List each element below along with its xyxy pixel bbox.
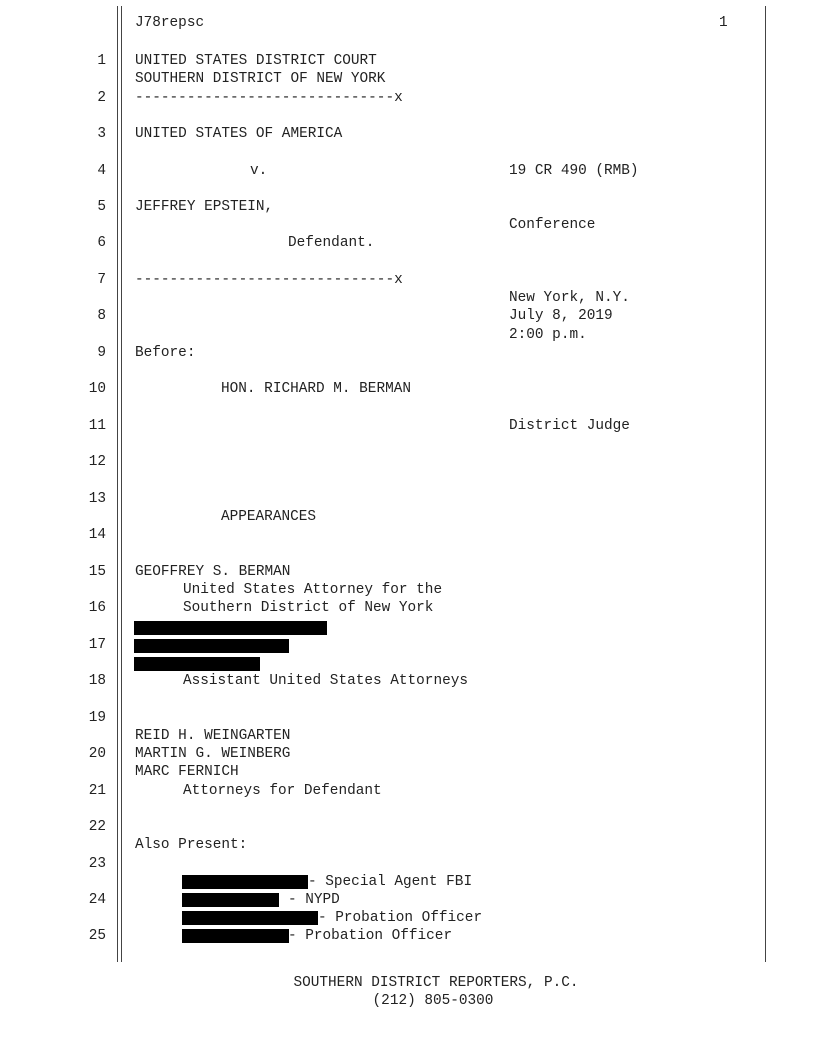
defense-attorney-2: MARTIN G. WEINBERG bbox=[135, 746, 291, 762]
also-present-role: - Probation Officer bbox=[318, 910, 483, 926]
prosecution-role: Assistant United States Attorneys bbox=[183, 673, 468, 689]
line-number: 21 bbox=[88, 783, 106, 799]
court-district: SOUTHERN DISTRICT OF NEW YORK bbox=[135, 71, 386, 87]
prosecution-name: GEOFFREY S. BERMAN bbox=[135, 564, 291, 580]
line-number: 16 bbox=[88, 600, 106, 616]
proceeding-date: July 8, 2019 bbox=[509, 308, 613, 324]
line-number: 3 bbox=[97, 126, 106, 142]
line-number: 10 bbox=[88, 381, 106, 397]
versus: v. bbox=[250, 163, 268, 179]
redaction-block bbox=[182, 911, 318, 925]
footer-reporter: SOUTHERN DISTRICT REPORTERS, P.C. bbox=[293, 975, 579, 991]
page-number: 1 bbox=[719, 15, 728, 31]
redaction-block bbox=[134, 657, 260, 671]
redaction-block bbox=[134, 639, 289, 653]
line-number: 2 bbox=[97, 90, 106, 106]
line-number: 19 bbox=[88, 710, 106, 726]
redaction-block bbox=[182, 893, 279, 907]
line-number: 14 bbox=[88, 527, 106, 543]
line-number: 8 bbox=[97, 308, 106, 324]
line-number: 4 bbox=[97, 163, 106, 179]
line-number: 22 bbox=[88, 819, 106, 835]
defense-role: Attorneys for Defendant bbox=[183, 783, 382, 799]
footer-phone: (212) 805-0300 bbox=[372, 993, 494, 1009]
court-name: UNITED STATES DISTRICT COURT bbox=[135, 53, 377, 69]
judge-name: HON. RICHARD M. BERMAN bbox=[221, 381, 411, 397]
proceeding-location: New York, N.Y. bbox=[509, 290, 630, 306]
line-number: 11 bbox=[88, 418, 106, 434]
line-number: 25 bbox=[88, 928, 106, 944]
caption-divider-bottom: ------------------------------x bbox=[135, 272, 403, 288]
line-number: 6 bbox=[97, 235, 106, 251]
line-number: 15 bbox=[88, 564, 106, 580]
plaintiff-name: UNITED STATES OF AMERICA bbox=[135, 126, 343, 142]
defense-attorney-3: MARC FERNICH bbox=[135, 764, 239, 780]
prosecution-title-line1: United States Attorney for the bbox=[183, 582, 443, 598]
redaction-block bbox=[134, 621, 327, 635]
prosecution-title-line2: Southern District of New York bbox=[183, 600, 434, 616]
case-number: 19 CR 490 (RMB) bbox=[509, 163, 639, 179]
line-number: 1 bbox=[97, 53, 106, 69]
also-present-label: Also Present: bbox=[135, 837, 248, 853]
defense-attorney-1: REID H. WEINGARTEN bbox=[135, 728, 291, 744]
line-number: 20 bbox=[88, 746, 106, 762]
proceeding-type: Conference bbox=[509, 217, 596, 233]
also-present-role: - Special Agent FBI bbox=[308, 874, 473, 890]
defendant-name: JEFFREY EPSTEIN, bbox=[135, 199, 274, 215]
line-number: 18 bbox=[88, 673, 106, 689]
appearances-heading: APPEARANCES bbox=[221, 509, 316, 525]
also-present-role: - Probation Officer bbox=[288, 928, 453, 944]
line-number: 7 bbox=[97, 272, 106, 288]
right-margin-rule bbox=[765, 6, 766, 962]
line-number: 9 bbox=[97, 345, 106, 361]
line-number: 24 bbox=[88, 892, 106, 908]
caption-divider-top: ------------------------------x bbox=[135, 90, 403, 106]
line-number: 5 bbox=[97, 199, 106, 215]
line-number: 13 bbox=[88, 491, 106, 507]
proceeding-time: 2:00 p.m. bbox=[509, 327, 587, 343]
line-number: 12 bbox=[88, 454, 106, 470]
redaction-block bbox=[182, 929, 289, 943]
also-present-role: - NYPD bbox=[288, 892, 340, 908]
defendant-label: Defendant. bbox=[288, 235, 375, 251]
left-margin-rule-outer bbox=[117, 6, 118, 962]
judge-title: District Judge bbox=[509, 418, 630, 434]
left-margin-rule-inner bbox=[121, 6, 122, 962]
line-number: 17 bbox=[88, 637, 106, 653]
redaction-block bbox=[182, 875, 308, 889]
before-label: Before: bbox=[135, 345, 196, 361]
case-code: J78repsc bbox=[135, 15, 205, 31]
line-number: 23 bbox=[88, 856, 106, 872]
